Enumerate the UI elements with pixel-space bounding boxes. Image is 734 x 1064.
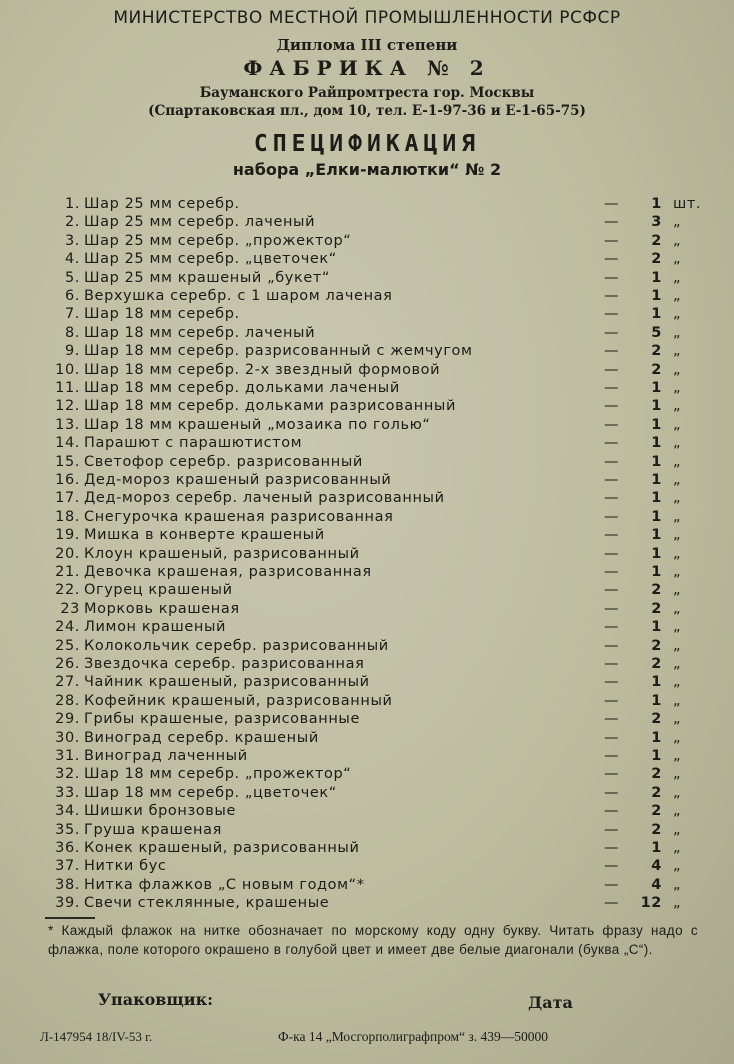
- item-dash: —: [604, 398, 620, 415]
- list-item: [0, 361, 734, 379]
- item-number: 14.: [55, 435, 80, 452]
- item-dash: —: [604, 582, 620, 599]
- item-name: Шар 25 мм серебр. лаченый: [84, 214, 316, 231]
- item-number: 8.: [64, 324, 80, 341]
- trust-line: Бауманского Райпромтреста гор. Москвы: [199, 85, 535, 101]
- list-item: [0, 342, 734, 360]
- list-item: [0, 195, 734, 213]
- item-name: Морковь крашеная: [84, 600, 240, 617]
- item-quantity: 12: [640, 895, 662, 912]
- item-dash: —: [604, 508, 620, 525]
- list-item: [0, 784, 734, 802]
- list-item: [0, 765, 734, 783]
- item-name: Огурец крашеный: [84, 582, 233, 599]
- item-quantity: 1: [651, 380, 662, 396]
- address-line: (Спартаковская пл., дом 10, тел. Е-1-97-36 и Е-1-65-75): [148, 103, 586, 119]
- item-number: 16.: [55, 472, 80, 488]
- item-number: 9.: [64, 343, 80, 360]
- item-unit: „: [673, 600, 682, 617]
- item-unit: „: [673, 306, 682, 323]
- list-item: [0, 453, 734, 471]
- list-item: [0, 269, 734, 287]
- list-item: [0, 287, 734, 305]
- item-name: Груша крашеная: [84, 821, 222, 838]
- item-unit: „: [673, 251, 682, 268]
- item-quantity: 2: [651, 803, 662, 820]
- item-number: 31.: [55, 748, 80, 764]
- item-unit: „: [673, 840, 682, 856]
- item-dash: —: [604, 803, 620, 820]
- item-unit: „: [673, 564, 682, 580]
- packer-label: Упаковщик:: [98, 990, 214, 1009]
- list-item: [0, 857, 734, 875]
- item-dash: —: [604, 472, 620, 488]
- item-dash: —: [604, 784, 620, 801]
- item-dash: —: [604, 674, 620, 691]
- item-number: 19.: [55, 527, 80, 544]
- item-unit: „: [673, 214, 682, 231]
- item-number: 15.: [55, 453, 80, 470]
- item-dash: —: [604, 361, 620, 378]
- item-number: 3.: [64, 232, 80, 249]
- item-name: Девочка крашеная, разрисованная: [84, 564, 372, 580]
- item-number: 32.: [55, 766, 80, 783]
- item-unit: „: [673, 582, 682, 599]
- print-code: Л-147954 18/IV-53 г.: [40, 1029, 153, 1044]
- item-name: Шар 18 мм серебр. 2-х звездный формовой: [84, 361, 441, 378]
- item-name: Конек крашеный, разрисованный: [84, 840, 360, 856]
- item-unit: „: [673, 324, 682, 341]
- item-number: 35.: [55, 821, 80, 838]
- item-dash: —: [604, 858, 620, 875]
- item-quantity: 2: [651, 232, 662, 249]
- list-item: [0, 600, 734, 618]
- list-item: [0, 655, 734, 673]
- item-name: Шар 25 мм серебр. „цветочек“: [84, 251, 337, 268]
- item-unit: „: [673, 674, 682, 691]
- item-dash: —: [604, 490, 620, 507]
- item-unit: „: [673, 656, 682, 672]
- list-item: [0, 673, 734, 691]
- item-number: 39.: [55, 895, 80, 912]
- item-name: Мишка в конверте крашеный: [84, 527, 325, 544]
- item-quantity: 2: [651, 784, 662, 801]
- printer-info: Ф-ка 14 „Мосгорполиграфпром“ з. 439—50000: [278, 1029, 548, 1044]
- item-quantity: 1: [651, 840, 662, 856]
- item-unit: „: [673, 748, 682, 764]
- item-dash: —: [604, 232, 620, 249]
- item-unit: „: [673, 361, 682, 378]
- item-number: 30.: [55, 729, 80, 746]
- list-item: [0, 894, 734, 912]
- list-item: [0, 729, 734, 747]
- item-number: 4.: [64, 251, 80, 268]
- item-name: Шар 18 мм серебр. дольками разрисованный: [84, 398, 456, 415]
- item-name: Клоун крашеный, разрисованный: [84, 545, 360, 562]
- item-unit: „: [673, 895, 682, 912]
- item-dash: —: [604, 269, 620, 286]
- item-number: 11.: [55, 380, 80, 396]
- list-item: [0, 305, 734, 323]
- item-unit: „: [673, 803, 682, 820]
- item-unit: „: [673, 490, 682, 507]
- item-number: 29.: [55, 711, 80, 728]
- list-item: [0, 508, 734, 526]
- item-dash: —: [604, 600, 620, 617]
- item-quantity: 2: [651, 600, 662, 617]
- item-quantity: 5: [651, 324, 662, 341]
- item-quantity: 4: [651, 858, 662, 875]
- item-quantity: 1: [651, 692, 662, 709]
- item-unit: „: [673, 729, 682, 746]
- item-name: Чайник крашеный, разрисованный: [84, 674, 370, 691]
- item-dash: —: [604, 380, 620, 396]
- list-item: [0, 747, 734, 765]
- item-number: 6.: [64, 288, 80, 304]
- item-unit: шт.: [673, 196, 702, 212]
- item-quantity: 1: [651, 453, 662, 470]
- item-unit: „: [673, 380, 682, 396]
- item-quantity: 1: [651, 527, 662, 544]
- item-name: Шар 18 мм крашеный „мозаика по голью“: [84, 416, 431, 433]
- item-unit: „: [673, 416, 682, 433]
- item-name: Грибы крашеные, разрисованные: [84, 711, 361, 728]
- list-item: [0, 563, 734, 581]
- list-item: [0, 821, 734, 839]
- item-quantity: 1: [651, 269, 662, 286]
- item-number: 2.: [64, 214, 80, 231]
- item-dash: —: [604, 876, 620, 893]
- item-quantity: 2: [651, 251, 662, 268]
- item-quantity: 1: [651, 472, 662, 488]
- item-name: Светофор серебр. разрисованный: [84, 453, 363, 470]
- item-number: 21.: [55, 564, 80, 580]
- item-quantity: 1: [651, 416, 662, 433]
- item-unit: „: [673, 766, 682, 783]
- item-quantity: 2: [651, 343, 662, 360]
- list-item: [0, 213, 734, 231]
- item-number: 10.: [55, 361, 80, 378]
- item-number: 37.: [55, 858, 80, 875]
- item-unit: „: [673, 453, 682, 470]
- divider: [45, 917, 95, 919]
- item-dash: —: [604, 656, 620, 672]
- list-item: [0, 489, 734, 507]
- item-unit: „: [673, 232, 682, 249]
- item-dash: —: [604, 711, 620, 728]
- item-number: 20.: [55, 545, 80, 562]
- item-number: 24.: [55, 619, 80, 636]
- item-dash: —: [604, 343, 620, 360]
- item-quantity: 4: [651, 876, 662, 893]
- item-quantity: 1: [651, 288, 662, 304]
- item-number: 1.: [64, 196, 80, 212]
- item-number: 27.: [55, 674, 80, 691]
- date-label: Дата: [528, 993, 573, 1012]
- item-quantity: 2: [651, 637, 662, 654]
- item-unit: „: [673, 435, 682, 452]
- item-number: 38.: [55, 876, 80, 893]
- item-dash: —: [604, 527, 620, 544]
- item-name: Шар 18 мм серебр. дольками лаченый: [84, 380, 400, 396]
- item-number: 22.: [55, 582, 80, 599]
- item-quantity: 2: [651, 711, 662, 728]
- list-item: [0, 250, 734, 268]
- item-quantity: 1: [651, 306, 662, 323]
- item-unit: „: [673, 876, 682, 893]
- item-quantity: 3: [651, 214, 662, 231]
- item-unit: „: [673, 527, 682, 544]
- item-quantity: 1: [651, 748, 662, 764]
- item-name: Виноград серебр. крашеный: [84, 729, 319, 746]
- item-name: Шишки бронзовые: [84, 803, 236, 820]
- item-number: 36.: [55, 840, 80, 856]
- item-unit: „: [673, 343, 682, 360]
- item-name: Шар 18 мм серебр. „прожектор“: [84, 766, 352, 783]
- item-name: Нитка флажков „С новым годом“*: [84, 876, 365, 893]
- item-name: Шар 25 мм серебр.: [84, 196, 240, 212]
- footnote: * Каждый флажок на нитке обозначает по морскому коду одну букву. Читать фразу надо с флажка, поле которого окрашено в голубой цвет и имеет две белые диагонали (буква „С“).: [48, 923, 698, 957]
- item-dash: —: [604, 416, 620, 433]
- item-dash: —: [604, 840, 620, 856]
- list-item: [0, 839, 734, 857]
- item-number: 17.: [55, 490, 80, 507]
- item-name: Нитки бус: [84, 858, 167, 875]
- list-item: [0, 526, 734, 544]
- item-dash: —: [604, 251, 620, 268]
- diploma-line: Диплома III степени: [276, 36, 458, 54]
- ministry-heading: МИНИСТЕРСТВО МЕСТНОЙ ПРОМЫШЛЕННОСТИ РСФСР: [113, 8, 621, 28]
- item-number: 33.: [55, 784, 80, 801]
- item-unit: „: [673, 472, 682, 488]
- item-dash: —: [604, 821, 620, 838]
- item-quantity: 1: [651, 196, 662, 212]
- item-quantity: 1: [651, 729, 662, 746]
- list-item: [0, 324, 734, 342]
- list-item: [0, 876, 734, 894]
- item-quantity: 2: [651, 361, 662, 378]
- item-number: 7.: [64, 306, 80, 323]
- item-unit: „: [673, 398, 682, 415]
- item-name: Виноград лаченный: [84, 748, 248, 764]
- item-quantity: 1: [651, 674, 662, 691]
- item-dash: —: [604, 729, 620, 746]
- item-dash: —: [604, 619, 620, 636]
- list-item: [0, 232, 734, 250]
- item-name: Дед-мороз серебр. лаченый разрисованный: [84, 490, 445, 507]
- item-unit: „: [673, 545, 682, 562]
- list-item: [0, 618, 734, 636]
- item-quantity: 2: [651, 582, 662, 599]
- item-name: Свечи стеклянные, крашеные: [84, 895, 330, 912]
- factory-title: ФАБРИКА № 2: [243, 56, 491, 80]
- item-name: Дед-мороз крашеный разрисованный: [84, 472, 392, 488]
- list-item: [0, 416, 734, 434]
- item-dash: —: [604, 895, 620, 912]
- item-number: 28.: [55, 692, 80, 709]
- item-dash: —: [604, 564, 620, 580]
- item-name: Снегурочка крашеная разрисованная: [84, 508, 394, 525]
- list-item: [0, 434, 734, 452]
- list-item: [0, 802, 734, 820]
- list-item: [0, 692, 734, 710]
- list-item: [0, 397, 734, 415]
- item-dash: —: [604, 637, 620, 654]
- item-quantity: 1: [651, 508, 662, 525]
- item-unit: „: [673, 269, 682, 286]
- item-quantity: 1: [651, 564, 662, 580]
- item-quantity: 1: [651, 398, 662, 415]
- item-quantity: 1: [651, 435, 662, 452]
- item-name: Шар 25 мм серебр. „прожектор“: [84, 232, 352, 249]
- item-number: 34.: [55, 803, 80, 820]
- item-unit: „: [673, 637, 682, 654]
- item-name: Шар 18 мм серебр. „цветочек“: [84, 784, 337, 801]
- item-name: Шар 18 мм серебр. лаченый: [84, 324, 316, 341]
- list-item: [0, 379, 734, 397]
- item-name: Парашют с парашютистом: [84, 435, 303, 452]
- item-unit: „: [673, 288, 682, 304]
- item-dash: —: [604, 324, 620, 341]
- list-item: [0, 545, 734, 563]
- document-subtitle: набора „Елки-малютки“ № 2: [232, 160, 502, 179]
- item-name: Шар 18 мм серебр.: [84, 306, 240, 323]
- item-quantity: 1: [651, 619, 662, 636]
- item-dash: —: [604, 196, 620, 212]
- item-name: Звездочка серебр. разрисованная: [84, 656, 365, 672]
- item-unit: „: [673, 711, 682, 728]
- item-unit: „: [673, 692, 682, 709]
- item-name: Шар 25 мм крашеный „букет“: [84, 269, 331, 286]
- item-dash: —: [604, 306, 620, 323]
- item-dash: —: [604, 435, 620, 452]
- item-unit: „: [673, 858, 682, 875]
- item-unit: „: [673, 821, 682, 838]
- item-dash: —: [604, 692, 620, 709]
- item-dash: —: [604, 766, 620, 783]
- list-item: [0, 710, 734, 728]
- item-quantity: 2: [651, 656, 662, 672]
- document-title: СПЕЦИФИКАЦИЯ: [253, 131, 481, 157]
- item-quantity: 2: [651, 821, 662, 838]
- item-unit: „: [673, 508, 682, 525]
- item-name: Верхушка серебр. с 1 шаром лаченая: [84, 288, 393, 304]
- item-dash: —: [604, 288, 620, 304]
- item-quantity: 2: [651, 766, 662, 783]
- item-quantity: 1: [651, 490, 662, 507]
- item-dash: —: [604, 453, 620, 470]
- item-name: Колокольчик серебр. разрисованный: [84, 637, 389, 654]
- item-number: 13.: [55, 416, 80, 433]
- item-number: 5.: [64, 269, 80, 286]
- list-item: [0, 581, 734, 599]
- item-dash: —: [604, 545, 620, 562]
- item-dash: —: [604, 748, 620, 764]
- item-number: 26.: [55, 656, 80, 672]
- item-number: 23: [60, 600, 80, 617]
- item-number: 12.: [55, 398, 80, 415]
- item-unit: „: [673, 619, 682, 636]
- item-unit: „: [673, 784, 682, 801]
- item-number: 18.: [55, 508, 80, 525]
- item-dash: —: [604, 214, 620, 231]
- item-name: Лимон крашеный: [84, 619, 227, 636]
- item-name: Шар 18 мм серебр. разрисованный с жемчугом: [84, 343, 473, 360]
- item-quantity: 1: [651, 545, 662, 562]
- list-item: [0, 637, 734, 655]
- item-name: Кофейник крашеный, разрисованный: [84, 692, 393, 709]
- item-number: 25.: [55, 637, 80, 654]
- list-item: [0, 471, 734, 489]
